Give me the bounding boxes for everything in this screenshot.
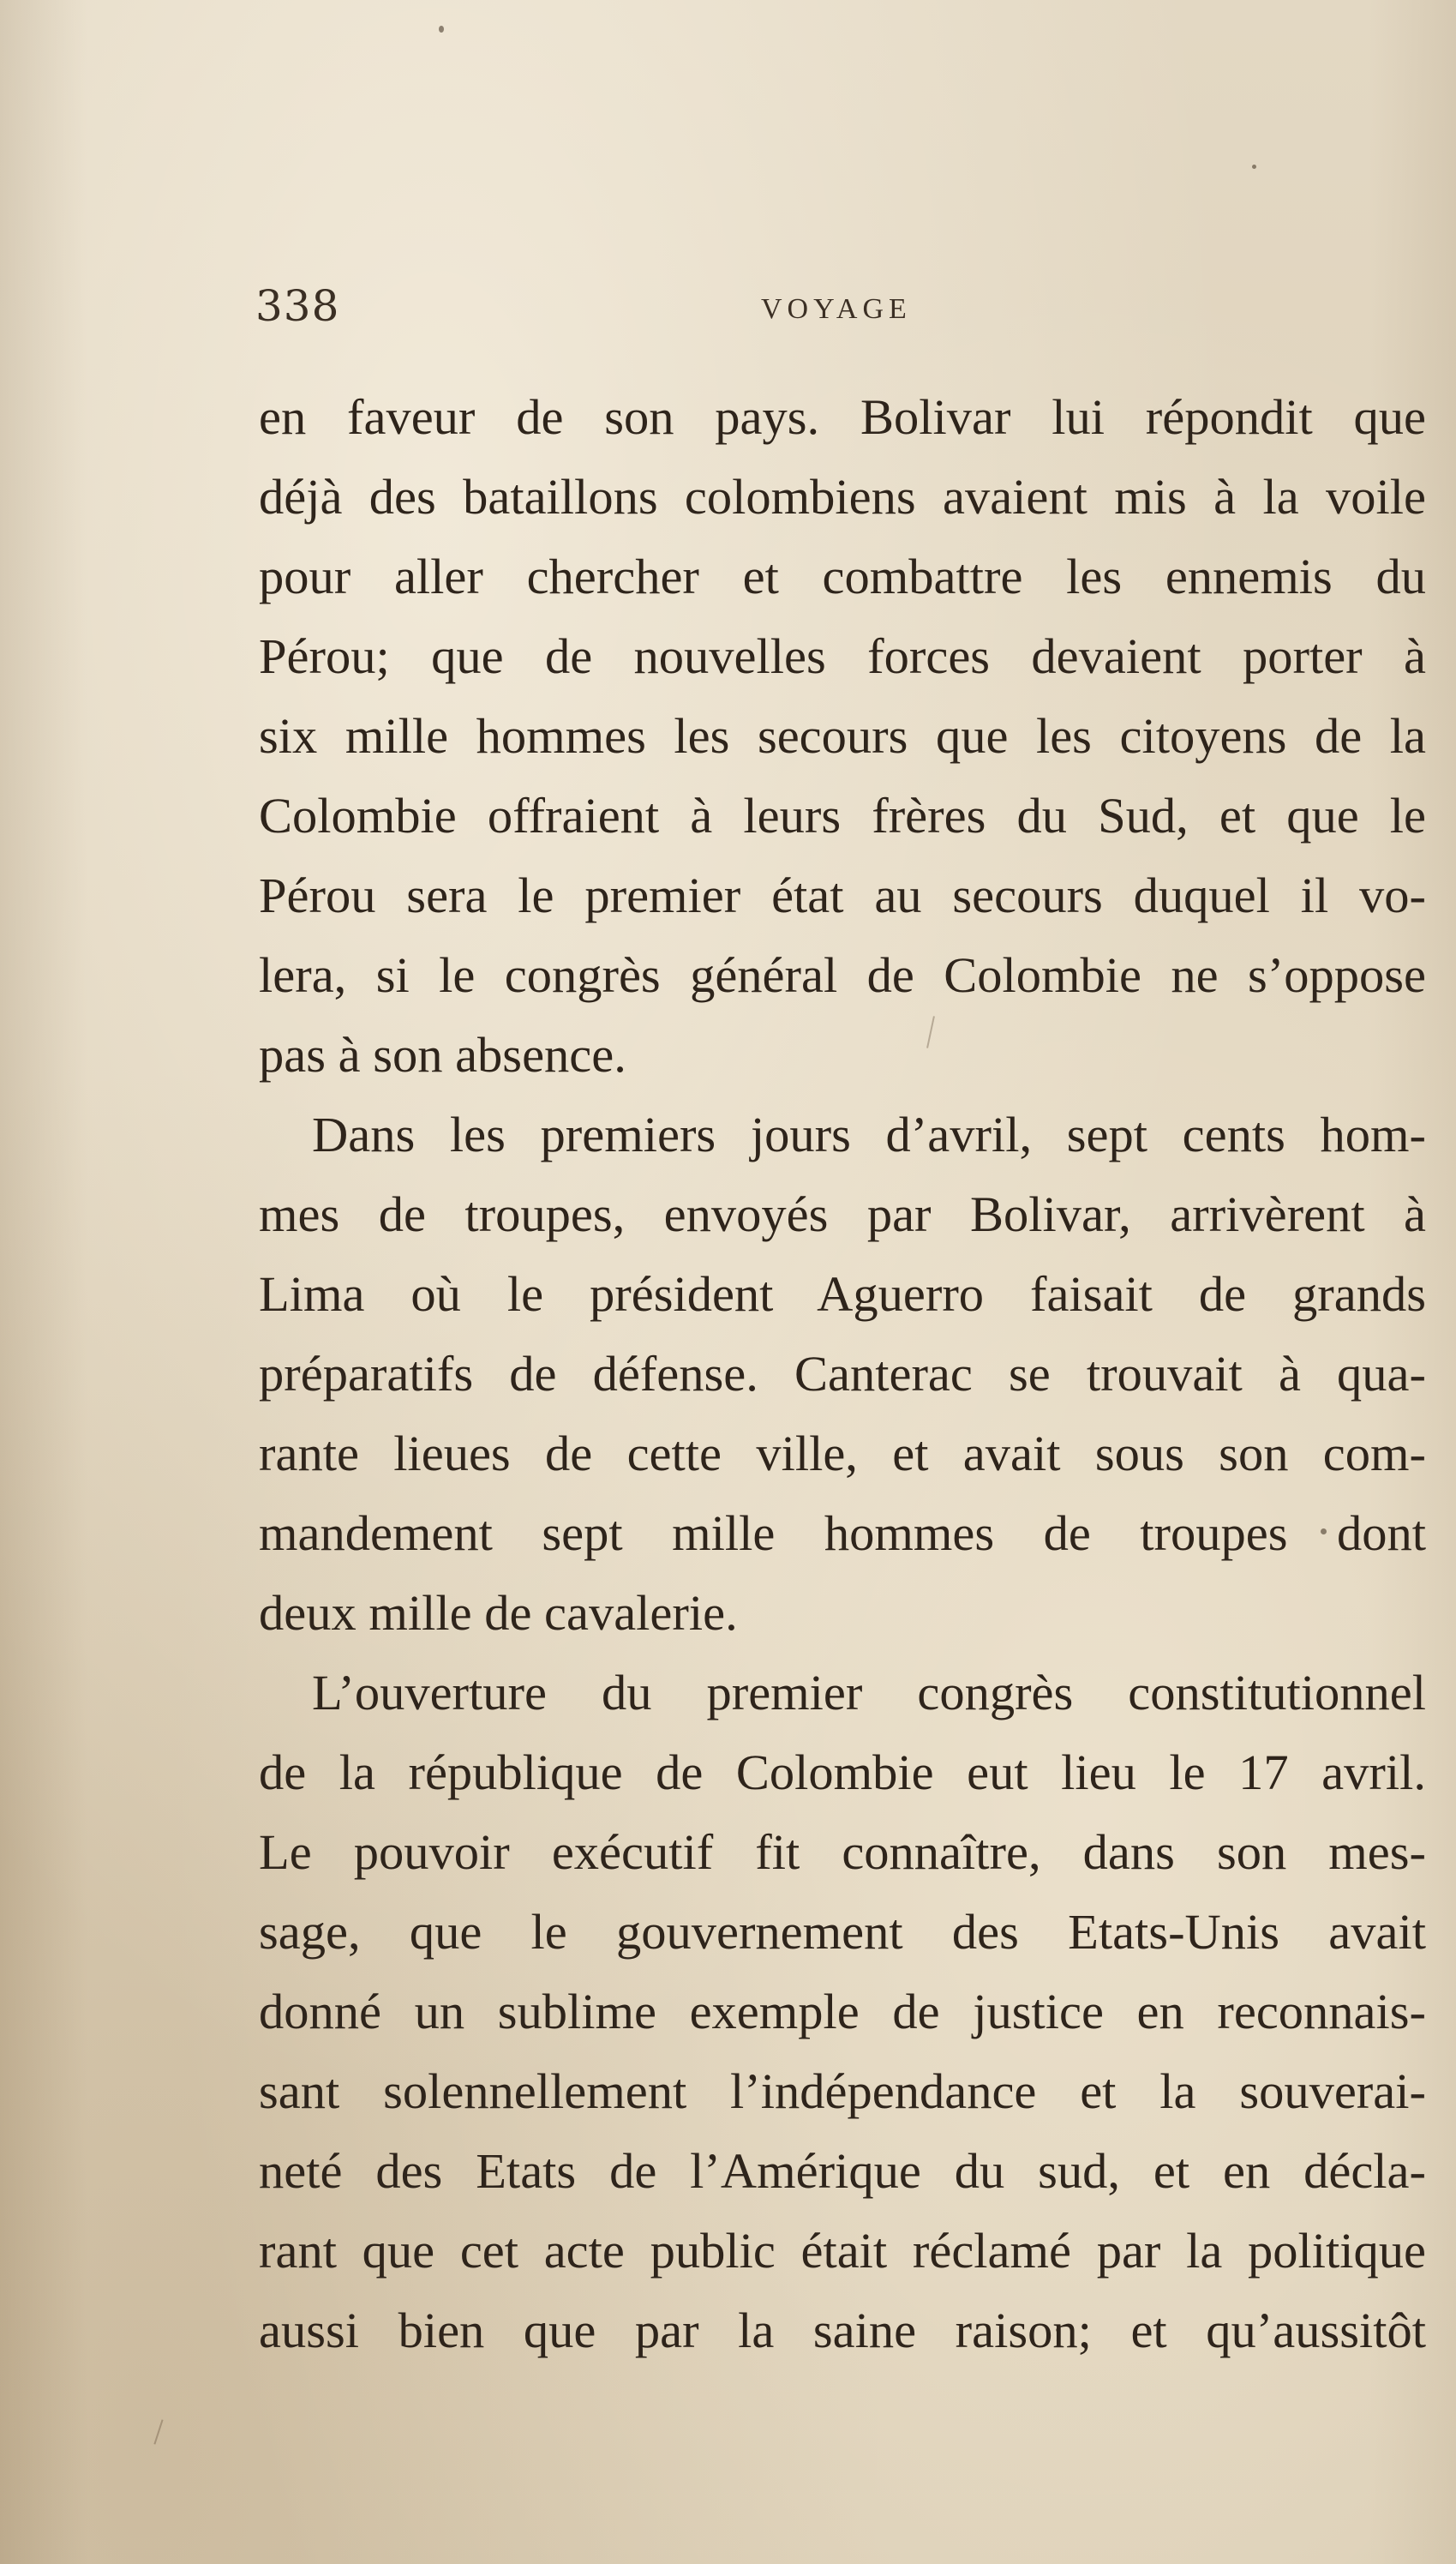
text-line: L’ouverture du premier congrès constitutionnel xyxy=(312,1665,1426,1720)
body-text xyxy=(259,377,1426,2370)
text-line: déjà des bataillons colombiens avaient mis à la voile xyxy=(259,469,1426,525)
text-line: Lima où le président Aguerro faisait de grands xyxy=(259,1266,1426,1322)
paper-mark xyxy=(153,2419,163,2444)
text-line: mandement sept mille hommes de troupes dont xyxy=(259,1505,1426,1561)
text-line: donné un sublime exemple de justice en reconnais- xyxy=(259,1984,1426,2039)
page-number: 338 xyxy=(255,281,340,331)
text-line: Le pouvoir exécutif fit connaître, dans son mes- xyxy=(259,1824,1426,1880)
text-line: pour aller chercher et combattre les ennemis du xyxy=(259,549,1426,604)
paper-speck xyxy=(439,26,444,33)
text-line: neté des Etats de l’Amérique du sud, et en décla- xyxy=(259,2143,1426,2199)
text-line: Pérou; que de nouvelles forces devaient porter à xyxy=(259,628,1426,684)
paper-speck xyxy=(1252,165,1256,169)
text-line: sant solennellement l’indépendance et la souverai- xyxy=(259,2063,1426,2119)
text-line: pas à son absence. xyxy=(259,1027,626,1083)
text-line: rante lieues de cette ville, et avait sous son com- xyxy=(259,1426,1426,1481)
text-line: Colombie offraient à leurs frères du Sud, et que le xyxy=(259,788,1426,844)
text-line: de la république de Colombie eut lieu le 17 avril. xyxy=(259,1744,1426,1800)
text-line: Dans les premiers jours d’avril, sept cents hom- xyxy=(312,1107,1426,1162)
text-line: six mille hommes les secours que les citoyens de la xyxy=(259,708,1426,764)
running-head xyxy=(255,281,1421,358)
text-line: en faveur de son pays. Bolivar lui répondit que xyxy=(259,389,1426,445)
running-title: VOYAGE xyxy=(761,293,912,325)
text-line: Pérou sera le premier état au secours duquel il vo- xyxy=(259,868,1426,923)
text-line: sage, que le gouvernement des Etats-Unis avait xyxy=(259,1904,1426,1960)
text-line: lera, si le congrès général de Colombie ne s’oppose xyxy=(259,947,1426,1003)
text-line: préparatifs de défense. Canterac se trouvait à qua- xyxy=(259,1346,1426,1402)
text-line: deux mille de cavalerie. xyxy=(259,1585,738,1641)
text-line: mes de troupes, envoyés par Bolivar, arrivèrent à xyxy=(259,1186,1426,1242)
text-line: rant que cet acte public était réclamé par la politique xyxy=(259,2223,1426,2279)
text-line: aussi bien que par la saine raison; et qu’aussitôt xyxy=(259,2303,1426,2358)
